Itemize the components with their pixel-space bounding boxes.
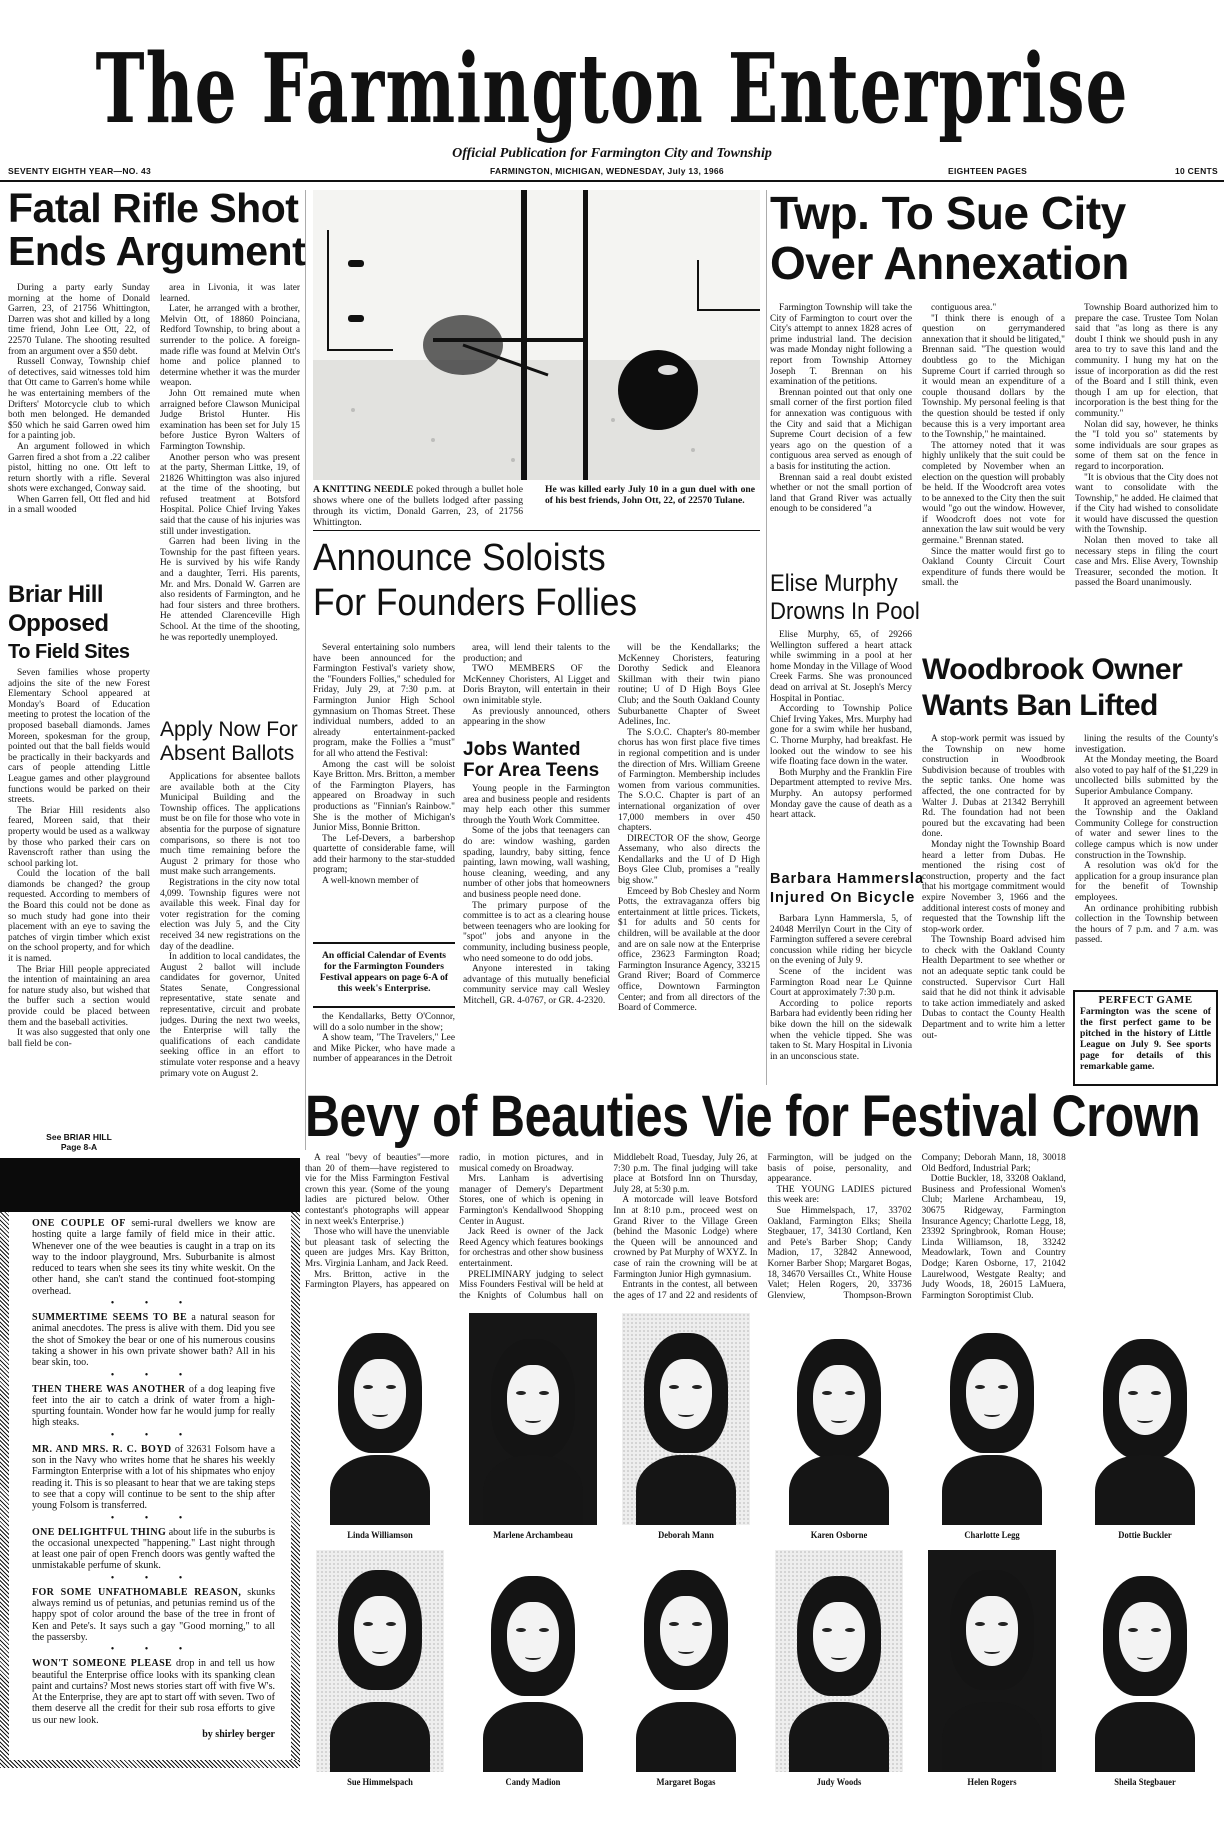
- paragraph: Elise Murphy, 65, of 29266 Wellington suffered a heart attack while swimming in a pool at her home Monday in the Village of Wood Creek Farms. She was pronounced dead on arrival at St. Joseph's Mercy Hospital in Pontiac.: [770, 630, 912, 704]
- paragraph: It approved an agreement between the Township and the Oakland Community College for construction of water and sewer lines to the college campus which is now under construction in the Township.: [1075, 797, 1218, 861]
- paragraph: the Kendallarks, Betty O'Connor, will do a solo number in the show;: [313, 1012, 455, 1033]
- item-separator: • • •: [110, 1369, 197, 1381]
- headline-bevy-of-beauties: Bevy of Beauties Vie for Festival Crown: [305, 1084, 1201, 1149]
- headline-line: Jobs Wanted: [463, 739, 581, 760]
- perfect-game-box: [1073, 990, 1218, 1086]
- headline-line: For Area Teens: [463, 760, 600, 781]
- calendar-notice: An official Calendar of Events for the Farmington Founders Festival appears on page 6-A of this week's Enterprise.: [313, 942, 455, 1008]
- contestant-photo: [458, 1313, 608, 1541]
- headline-line: Over Annexation: [770, 237, 1129, 289]
- column-item: [32, 1658, 275, 1726]
- price: 10 CENTS: [1174, 166, 1218, 176]
- item-text: of 32631 Folsom have a son in the Navy who writes home that he shares his weekly Farmington Enterprise with a lot of his shipmates who enjoy reading it. This is so pleasant to hear that we are taking steps to see that a copy will continue to be sent to the ship after young Folsom is transferred.: [32, 1443, 275, 1512]
- contestant-name: Deborah Mann: [658, 1531, 714, 1541]
- headline-line: Injured On Bicycle: [770, 890, 916, 906]
- headline-elise-murphy: [770, 570, 920, 626]
- paragraph: area, will lend their talents to the production; and: [463, 643, 610, 664]
- paragraph: The S.O.C. Chapter's 80-member chorus has won first place five times in regional competition and is under the direction of Mrs. William Greene of Farmington. Membership includes women from various communities. The S.O.C. Chapter is part of an international organization of over 17,000 members in over 450 chapters.: [618, 727, 760, 834]
- caption-text: poked through a bullet hole shows where one of the bullets lodged after passing through its victim, Donald Garren, 23, of 21756 Whittington.: [313, 484, 523, 528]
- paragraph: Sue Himmelspach, 17, 33702 Oakland, Farmington Elks; Sheila Stegbauer, 17, 34130 Cortland, Ken and Pete's Barber Shop; Candy Madion, 17, 32842 Annewood, Korner Barber Shop; Margaret Bogas, 18, 34670 Versailles Ct., White House Valet; Helen Rogers, 20, 33736 Glenview, Thompson-Brown Company; Deborah Mann, 18, 30018 Old Bedford, Industrial Park;: [767, 1153, 1066, 1301]
- paragraph: The Briar Hill residents also feared, Moreen said, that their property would be used as a walkway by those who parked their cars on Ravenscroft rather than using the school parking lot.: [8, 805, 150, 869]
- contestant-name: Sue Himmelspach: [347, 1778, 413, 1788]
- paragraph: An argument followed in which Garren fired a shot from a .22 caliber pistol, hitting no one. Ott left to return shortly with a rifle. Several shots were exchanged, Conway said.: [8, 441, 150, 495]
- article-soloists-col3: [618, 643, 760, 1087]
- paragraph: "I think there is enough of a question on gerrymandered annexation that it should be litigated," Brennan said. "The question would doubtless go to the Michigan Supreme Court if carried through so it would mean an expenditure of a couple thousand dollars by the Township. My personal feeling is that the question should be tested if only because this is a very important area to the Township," he maintained.: [922, 313, 1065, 441]
- jump-label: See BRIAR HILL: [46, 1132, 112, 1142]
- headline-absent-ballots: [160, 718, 298, 766]
- contestant-photo: [305, 1550, 455, 1788]
- column-item: [32, 1218, 275, 1297]
- headline-line: Fatal Rifle Shot: [8, 185, 299, 231]
- paragraph: Mrs. Lanham is advertising manager of Demery's Department Stores, one of which is opening in Farmington's Kendallwood Shopping Center in August.: [459, 1174, 604, 1227]
- paragraph: will be the Kendallarks; the McKenney Choristers, featuring Dorothy Sedick and Eleanora Skillman with their twin piano routine; U of D High Boys Glee Club; and the South Oakland County Suburbanette Chapter of Sweet Adelines, Inc.: [618, 643, 760, 728]
- portrait-image: [928, 1550, 1056, 1772]
- contestant-photo: [764, 1313, 914, 1541]
- masthead-rule: [0, 180, 1224, 182]
- portrait-image: [775, 1313, 903, 1525]
- article-briar-hill-body: [8, 668, 150, 1100]
- headline-line: Barbara Hammersla: [770, 871, 925, 887]
- paragraph: The attorney noted that it was highly unlikely that the suit could be completed by November when an election on the question will probably be held. If the Woodcroft area votes to be annexed to the City then the suit would "go out the window. However, if Woodcroft does not vote for annexation the law suit would be very germaine." Brennan stated.: [922, 440, 1065, 547]
- paragraph: Township Board authorized him to prepare the case. Trustee Tom Nolan said that "as long as there is any doubt I think we should push in any area to try to save this land and the community. I hung my hat on the issue of incorporation as did the rest of the Board and I still think, even though I am up for election, that incorporation is the best thing for the community.": [1075, 303, 1218, 419]
- article-jobs-body: [463, 784, 610, 1087]
- portrait-image: [775, 1550, 903, 1772]
- item-separator: • • •: [110, 1298, 197, 1310]
- portrait-image: [622, 1550, 750, 1772]
- contestant-photo: [764, 1550, 914, 1788]
- headline-briar-hill: [8, 580, 130, 667]
- paragraph: Brennan said a real doubt existed whether or not the small portion of land that Grand River was actually enough to be considered "a: [770, 472, 912, 515]
- column-item: [32, 1444, 275, 1512]
- paragraph: Those who will have the unenviable but pleasant task of selecting the queen are judges Mrs. Kay Britton, Mrs. Virginia Lanham, and Jack Reed.: [305, 1227, 450, 1269]
- paragraph: Emceed by Bob Chesley and Norm Potts, the extravaganza offers big entertainment at little prices. Tickets, $1 for adults and 50 cents for children, will be available at the door and are on sale now at the Enterprise office, 23623 Farmington Road; Farmington Insurance Agency, 33215 Grand River; Board of Commerce office, Downtown Farmington Center; and from all directors of the Board of Commerce.: [618, 886, 760, 1014]
- article-absent-ballots-body: [160, 772, 300, 1154]
- headline-line: Briar Hill: [8, 581, 104, 608]
- headline-line: Woodbrook Owner: [922, 653, 1183, 686]
- article-annexation-col1: [770, 303, 912, 567]
- item-lead: FOR SOME UNFATHOMABLE REASON,: [32, 1586, 242, 1598]
- article-fatal-col2: [160, 283, 300, 711]
- headline-fatal-rifle-shot: [8, 185, 306, 274]
- paragraph: Nolan did say, however, he thinks the "I told you so" statements by some individuals are sour grapes as some of them sat on the fence in regard to incorporation.: [1075, 419, 1218, 472]
- headline-line: To Field Sites: [8, 641, 130, 663]
- paragraph: Farmington Township will take the City of Farmington to court over the City's attempt to annex 1828 acres of prime industrial land. The decision was made Monday night following a report from Township Attorney Joseph T. Brennan on his examination of the petitions.: [770, 303, 912, 388]
- headline-woodbrook: [922, 652, 1182, 724]
- paragraph: Young people in the Farmington area and business people and residents may help each other this summer through the Youth Work Committee.: [463, 784, 610, 826]
- paragraph: The Lef-Devers, a barbershop quartette of considerable fame, will add their harmony to the star-studded program;: [313, 833, 455, 876]
- headline-line: For Founders Follies: [313, 582, 638, 624]
- paragraph: Dottie Buckler, 18, 33208 Oakland, Business and Professional Women's Club; Marlene Archambeau, 19, 30675 Ridgeway, Farmington Insurance Agency; Charlotte Legg, 18, 23392 Springbrook, Roman House; Linda Williamson, 18, 33242 Meadowlark, Town and Country Dodge; Karen Osborne, 17, 21042 Laurelwood, Westgate Realty; and Judy Woods, 18, 26015 LaMuera, Farmington Soroptimist Club.: [921, 1174, 1066, 1301]
- paragraph: Both Murphy and the Franklin Fire Department attempted to revive Mrs. Murphy. An autopsy performed Monday gave the cause of death as a heart attack.: [770, 767, 912, 821]
- paragraph: A stop-work permit was issued by the Township on new home construction in Woodbrook Subdivision because of troubles with the septic tanks. One home was affected, the one contracted for by Walter J. Dubas at 21342 Berryhill Rd. The foundation had not been poured but the excavating had been done.: [922, 734, 1065, 840]
- contestant-photo: [917, 1313, 1067, 1541]
- article-annexation-col3: [1075, 303, 1218, 643]
- column-item: [32, 1384, 275, 1429]
- paragraph: Applications for absentee ballots are available both at the City Municipal Building and the Township offices. The applications must be on file for those who vote in absentia for the purpose of signature comparisons, so there is not too much time remaining before the August 2 primary for those who must make such arrangements.: [160, 772, 300, 878]
- box-border-bottom: [0, 1760, 300, 1768]
- article-woodbrook-col1: [922, 734, 1065, 1087]
- paragraph: The primary purpose of the committee is to act as a clearing house between teenagers who are looking for "spot" jobs and anyone in the community, including business people, who need someone to do odd jobs.: [463, 900, 610, 964]
- portrait-image: [928, 1313, 1056, 1525]
- article-fatal-col1: [8, 283, 150, 575]
- paragraph: Barbara Lynn Hammersla, 5, of 24048 Merrilyn Court in the City of Farmington suffered a severe cerebral concussion while riding her bicycle on the evening of July 9.: [770, 914, 912, 967]
- contestant-photo: [611, 1550, 761, 1788]
- box-border-right: [291, 1212, 300, 1768]
- headline-line: Wants Ban Lifted: [922, 689, 1158, 722]
- paragraph: Garren had been living in the Township for the past fifteen years. He is survived by his wife Randy and a daughter, Terri. His parents, Mr. and Mrs. Donald W. Garren are also residents of Farmington, and he had four sisters and three brothers. He attended Clarenceville High School. At the time of the shooting, he was reportedly unemployed.: [160, 537, 300, 643]
- headline-annexation: [770, 188, 1129, 288]
- headline-line: Apply Now For: [160, 718, 298, 741]
- paragraph: Could the location of the ball diamonds be changed? the group requested. According to members of the Board this could not be done as so much study had gone into their placement with an eye to saving the patches of virgin timber which exist on the school property, and for which it is named.: [8, 869, 150, 965]
- article-soloists-col1-cont: [313, 1012, 455, 1087]
- paragraph: As previously announced, others appearing in the show: [463, 706, 610, 728]
- perfect-game-title: PERFECT GAME: [1098, 994, 1193, 1006]
- paragraph: THE YOUNG LADIES pictured this week are:: [767, 1184, 912, 1206]
- column-items: [32, 1218, 275, 1758]
- contestant-name: Margaret Bogas: [656, 1778, 716, 1788]
- paragraph: Some of the jobs that teenagers can do are: window washing, garden spading, laundry, baby sitting, fence painting, lawn mowing, wall washing, house cleaning, weeding, and any number of other jobs that homeowners and business people need done.: [463, 826, 610, 900]
- masthead-title: The Farmington Enterprise: [95, 32, 1129, 146]
- paragraph: Among the cast will be soloist Kaye Britton. Mrs. Britton, a member of the Farmington Players, has appeared on Broadway in such productions as "Finnian's Rainbow." She is the mother of Michigan's Junior Miss, Bonnie Britton.: [313, 759, 455, 834]
- contestant-photo: [305, 1313, 455, 1541]
- headline-line: Absent Ballots: [160, 742, 295, 765]
- dateline: FARMINGTON, MICHIGAN, WEDNESDAY, July 13, 1966: [490, 166, 724, 176]
- contestant-name: Linda Williamson: [347, 1531, 413, 1541]
- portrait-image: [1081, 1550, 1209, 1772]
- contestant-photo: [917, 1550, 1067, 1788]
- paragraph: When Garren fell, Ott fled and hid in a small wooded: [8, 494, 150, 516]
- item-text: about life in the suburbs is the occasional unexpected "happening." Last night through at least one pair of open French doors was gently wafted the unmistakable perfume of skunk.: [32, 1526, 275, 1572]
- paragraph: According to police reports Barbara had evidently been riding her bike down the hill on the sidewalk when the vehicle tipped. She was taken to St. Mary Hospital in Livonia in an unconscious state.: [770, 998, 912, 1062]
- item-lead: WON'T SOMEONE PLEASE: [32, 1658, 173, 1670]
- column-item: [32, 1527, 275, 1572]
- caption-rule: [313, 530, 760, 531]
- headline-line: Opposed: [8, 610, 109, 637]
- paragraph: A well-known member of: [322, 876, 419, 887]
- contestant-name: Marlene Archambeau: [493, 1531, 573, 1541]
- portrait-image: [316, 1313, 444, 1525]
- photo-caption-right: He was killed early July 10 in a gun duel with one of his best friends, John Ott, 22, of 22570 Tulane.: [545, 484, 755, 506]
- paragraph: Another person who was present at the party, Sherman Littke, 19, of 21826 Whittington was also injured at the time of the shooting, but refused treatment at Botsford Hospital. Police Chief Irving Yakes said that the cause of his injuries was still under investigation.: [160, 452, 300, 537]
- article-soloists-col1: [313, 643, 455, 939]
- item-text: drop in and tell us how beautiful the Enterprise office looks with its spanking clean paint and curtains? Most news stories start off with five W's. At the Enterprise, they are apt to start off with seven. Two of them deserve all the credit for their sub rosa efforts to give us our new look.: [32, 1658, 275, 1726]
- bullet-hole-photo-graphic: [313, 190, 760, 480]
- paragraph: It was also suggested that only one ball field be con-: [8, 1028, 150, 1049]
- portrait-image: [1081, 1313, 1209, 1525]
- item-lead: SUMMERTIME SEEMS TO BE: [32, 1312, 188, 1324]
- paragraph: Scene of the incident was Farmington Road near Le Quinne Court at approximately 7:30 p.m.: [770, 966, 912, 999]
- item-text: a natural season for animal anecdotes. The press is alive with them. Did you see the shot of Smokey the bear or one of his numerous cousins taking a shower in his own private shower bath? All in his bear skin, too.: [32, 1312, 275, 1369]
- paragraph: Entrants in the contest, all between the ages of 17 and 22 and residents of Farmington, will be judged on the basis of poise, personality, and appearance.: [613, 1153, 912, 1301]
- page-count: EIGHTEEN PAGES: [948, 166, 1028, 176]
- paragraph: Jack Reed is owner of the Jack Reed Agency which features bookings for orchestras and other show business entertainment.: [459, 1227, 604, 1269]
- paragraph: area in Livonia, it was later learned.: [160, 283, 300, 304]
- paragraph: During a party early Sunday morning at the home of Donald Garren, 23, of 21756 Whittington, Darren was shot and killed by a long time friend, John Lee Ott, 22, of 22570 Tulane. The shooting resulted from an argument over a $50 debt.: [8, 283, 150, 357]
- item-separator: • • •: [110, 1572, 197, 1584]
- item-lead: ONE COUPLE OF: [32, 1218, 126, 1229]
- contestant-name: Karen Osborne: [810, 1531, 868, 1541]
- column-header-banner: [0, 1158, 300, 1212]
- paragraph: Russell Conway, Township chief of detectives, said witnesses told him that Ott came to Garren's home while he was entertaining members of the Drifters' Motorcycle club to which both men belonged. He demanded $50 which he said Garren owed him for a painting job.: [8, 357, 150, 442]
- contestant-photo: [458, 1550, 608, 1788]
- paragraph: Nolan then moved to take all necessary steps in filing the court case and Mrs. Elise Avery, Township Treasurer, seconded the motion. It passed the Board unanimously.: [1075, 536, 1218, 589]
- column-item: [32, 1312, 275, 1368]
- volume-number: SEVENTY EIGHTH YEAR—NO. 43: [8, 166, 152, 176]
- contestant-name: Judy Woods: [816, 1778, 862, 1788]
- paragraph: Registrations in the city now total 4,099. Township figures were not available this week. Final day for voter registration for the coming election was July 5, and the City received 34 new registrations on the day of the deadline.: [160, 877, 300, 952]
- contestant-name: Candy Madion: [505, 1778, 561, 1788]
- headline-line: Announce Soloists: [313, 537, 606, 579]
- headline-line: Elise Murphy: [770, 570, 898, 597]
- paragraph: TWO MEMBERS OF the McKenney Choristers, Al Ligget and Doris Brayton, will entertain in their own inimitable style.: [463, 664, 610, 706]
- item-separator: • • •: [110, 1429, 197, 1441]
- paragraph: Brennan pointed out that only one small corner of the first portion filed for annexation was contiguous with the City and said that a Michigan Supreme Court decision of a few years ago on the question of a contiguous area served as enough of a basis for instituting the action.: [770, 387, 912, 472]
- contestant-photo: [1070, 1313, 1220, 1541]
- perfect-game-text: Farmington was the scene of the first perfect game to be pitched in the history of Little League on July 9. See sports page for details of this remarkable game.: [1080, 1006, 1211, 1072]
- paragraph: At the Monday meeting, the Board also voted to pay half of the $1,229 in uncollected bills submitted by the Superior Ambulance Company.: [1075, 755, 1218, 797]
- headline-jobs-wanted: [463, 739, 599, 781]
- paragraph: "It is obvious that the City does not want to consolidate with the Township," he added. He claimed that if the City had wished to consolidate it would have discussed the question with the Township.: [1075, 472, 1218, 536]
- item-text: of a dog leaping five feet into the air to catch a drink of water from a high-spurting fountain. Wonder how far he would jump for really high steaks.: [32, 1383, 275, 1429]
- paragraph: contiguous area.": [931, 303, 997, 313]
- masthead-subtitle: Official Publication for Farmington City and Township: [452, 146, 772, 161]
- paragraph: PRELIMINARY judging to select Miss Founders Festival will be held at the Knights of Columbus hall on Middlebelt Road, Tuesday, July 26, at 7:30 p.m. The final judging will take place at Botsford Inn on Thursday, July 28, at 5:30 p.m.: [459, 1153, 758, 1301]
- column-divider: [766, 190, 767, 1085]
- paragraph: A show team, "The Travelers," Lee and Mike Picker, who have made a number of appearances in the Detroit: [313, 1033, 455, 1065]
- contestant-name: Dottie Buckler: [1118, 1531, 1172, 1541]
- portrait-image: [316, 1550, 444, 1772]
- paragraph: Seven families whose property adjoins the site of the new Forest Elementary School appeared at Monday's Board of Education meeting to protest the location of the proposed baseball diamonds. James Moreen, spokesman for the group, pointed out that the ball fields would be practically in their backyards and cars of people attending Little League games and other playground functions would be parked on their streets.: [8, 668, 150, 806]
- paragraph: Several entertaining solo numbers have been announced for the Farmington Festival's variety show, the "Founders Follies," scheduled for Friday, July 29, at 7:30 p.m. at Farmington Junior High School gymnasium on Thomas Street. These individual numbers, added to an already entertainment-packed program, make the Follies a "must" for all who attend the Festival:: [313, 643, 455, 759]
- paragraph: A real "bevy of beauties"—more than 20 of them—have registered to vie for the Miss Farmington Festival crown this year. (Some of the young ladies are pictured below. Other contestant's photographs will appear in next week's Enterprise.): [305, 1153, 450, 1227]
- contestant-name: Charlotte Legg: [964, 1531, 1020, 1541]
- item-separator: • • •: [110, 1644, 197, 1656]
- paragraph: Later, he arranged with a brother, Melvin Ott, of 18860 Poinciana, Redford Township, to bring about a surrender to the police. A foreign-made rifle was found at Melvin Ott's home and police planned to determine whether it was the murder weapon.: [160, 304, 300, 389]
- photo-caption-left: [313, 484, 523, 528]
- paragraph: According to Township Police Chief Irving Yakes, Mrs. Murphy had gone for a swim while her husband, C. Thorne Murphy, had breakfast. He looked out the window to see his wife floating face down in the water.: [770, 704, 912, 768]
- continued-jump-link[interactable]: [8, 1132, 150, 1152]
- column-byline: by shirley berger: [202, 1728, 275, 1740]
- paragraph: DIRECTOR OF the show, George Assemany, who also directs the Kendallarks and the U of D High Boys Glee Club, promises a "really big show.": [618, 833, 760, 887]
- paragraph: An ordinance prohibiting rubbish collection in the Township between the hours of 7 p.m. and 7 a.m. was passed.: [1075, 903, 1218, 946]
- portrait-image: [622, 1313, 750, 1525]
- contestant-photo: [611, 1313, 761, 1541]
- item-separator: • • •: [110, 1512, 197, 1524]
- contestant-name: Sheila Stegbauer: [1114, 1778, 1176, 1788]
- item-text: semi-rural dwellers we know are hosting quite a large family of field mice in their attic. Whenever one of the wee beauties is caught in a trap on its way to the indoor playground, Mrs. Suburbanite is almost reduced to tears when she sees its tiny white weskit. On the other hand, she can't stand the continued foot-stomping overhead.: [32, 1218, 275, 1297]
- item-lead: MR. AND MRS. R. C. BOYD: [32, 1443, 172, 1455]
- item-lead: ONE DELIGHTFUL THING: [32, 1526, 167, 1538]
- shirley-berger-column: [0, 1158, 300, 1768]
- item-text: skunks always remind us of petunias, and petunias remind us of the happy spot of color around the base of the tree in front of Ken and Pete's. It says such a gay "Good morning," to all the passersby.: [32, 1586, 275, 1643]
- contestant-photo: [1070, 1550, 1220, 1788]
- headline-announce-soloists: [313, 536, 637, 626]
- paragraph: In addition to local candidates, the August 2 ballot will include candidates for governor, United States Senate, Congressional representative, state senate and representative, circuit and probate judges. During the next two weeks, the Enterprise will tally the qualifications of each candidate seeking office in an effort to stimulate voter response and a heavy primary vote on August 2.: [160, 952, 300, 1079]
- article-woodbrook-col2: [1075, 734, 1218, 986]
- paragraph: John Ott remained mute when arraigned before Clawson Municipal Judge Bristol Hunter. His examination has been set for July 15 before Justice Byron Walters of Farmington Township.: [160, 388, 300, 452]
- paragraph: The Briar Hill people appreciated the intention of maintaining an area for nature study also, but wished that the buffer such a section would provide could be placed between them and the baseball activities.: [8, 964, 150, 1028]
- headline-hammersla: [770, 870, 924, 908]
- paragraph: The Township Board advised him to check with the Oakland County Health Department to see whether or not an adequate septic tank could be constructed. Supervisor Curt Hall said that he did not think it advisable to take action immediately and asked Dubas to contact the County Health Department and to write him a letter out-: [922, 935, 1065, 1041]
- paragraph: lining the results of the County's investigation.: [1075, 734, 1218, 755]
- item-lead: THEN THERE WAS ANOTHER: [32, 1383, 186, 1395]
- article-bevy-body: [305, 1153, 1220, 1305]
- portrait-image: [469, 1313, 597, 1525]
- paragraph: A motorcade will leave Botsford Inn at 8:10 p.m., proceed west on Grand River to the Village Green (behind the Masonic Lodge) where the Queen will be announced and crowned by Pat Murphy of WXYZ. In case of rain the crowning will be at Farmington Junior High gymnasium.: [613, 1195, 758, 1280]
- contestant-name: Helen Rogers: [967, 1778, 1017, 1788]
- paragraph: Mrs. Britton, active in the Farmington Players, has appeared on radio, in motion pictures, and in musical comedy on Broadway.: [305, 1153, 604, 1291]
- article-hammersla-body: [770, 914, 912, 1087]
- portrait-image: [469, 1550, 597, 1772]
- paragraph: Monday night the Township Board heard a letter from Dubas. He mentioned the rising cost of construction, property and the fact that his mortgage commitment would expire November 3, 1966 and the additional interest costs of money and requested that the Township lift the stop-work order.: [922, 839, 1065, 935]
- article-annexation-col2: [922, 303, 1065, 643]
- article-soloists-col2: [463, 643, 610, 739]
- paragraph: Since the matter would first go to Oakland County Circuit Court expenditure of funds there would be small. the: [922, 546, 1065, 589]
- paragraph: Anyone interested in taking advantage of this mutually beneficial community service may call Wesley Mitchell, GR. 4-0767, or GR. 4-2320.: [463, 964, 610, 1006]
- box-border-left: [0, 1212, 9, 1768]
- knitting-needle-photo: [313, 190, 760, 480]
- paragraph: A resolution was ok'd for the application for a group insurance plan for the benefit of Township employees.: [1075, 861, 1218, 903]
- caption-lead: A KNITTING NEEDLE: [313, 484, 414, 495]
- headline-line: Drowns In Pool: [770, 598, 920, 625]
- article-elise-murphy-body: [770, 630, 912, 866]
- column-item: [32, 1587, 275, 1643]
- headline-line: Ends Argument: [8, 228, 306, 274]
- jump-page: Page 8-A: [60, 1142, 98, 1152]
- column-divider: [305, 190, 306, 1150]
- headline-line: Twp. To Sue City: [770, 187, 1126, 239]
